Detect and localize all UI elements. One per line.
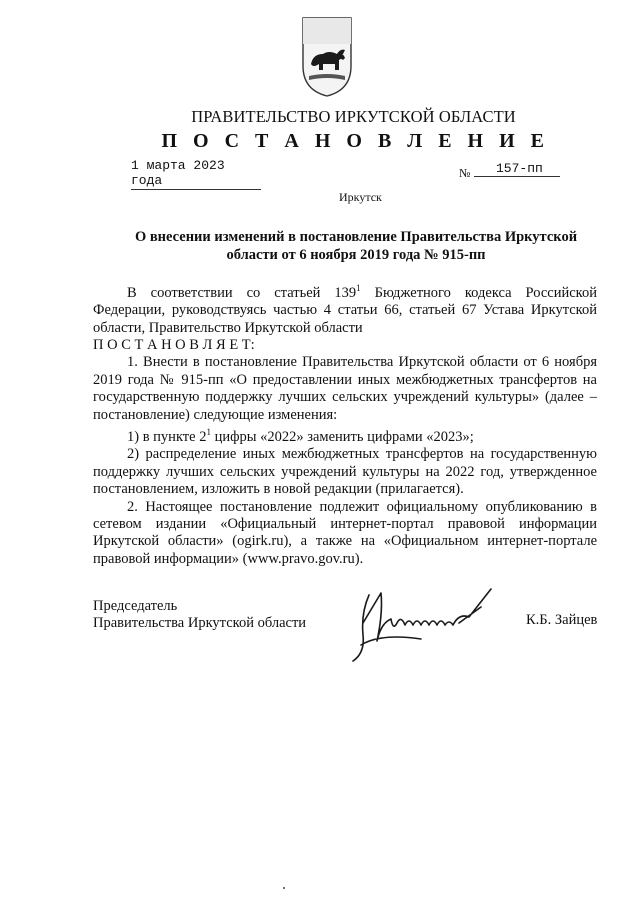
position-line-2: Правительства Иркутской области (93, 615, 307, 631)
number-label: № (459, 166, 471, 180)
position-line-1: Председатель (93, 598, 178, 614)
coat-of-arms-icon (299, 14, 355, 98)
document-title (96, 228, 616, 264)
sub-item-1-superscript: 1 (206, 427, 211, 438)
sub-item-1-text-a: 1) в пункте 2 (127, 428, 207, 445)
sub-item-1 (93, 424, 597, 446)
document-number: 157-пп (474, 161, 560, 177)
resolves-heading: П О С Т А Н О В Л Я Е Т: (93, 337, 255, 354)
preamble-text-a: В соответствии со статьей 139 (127, 284, 357, 301)
sub-item-2: 2) распределение иных межбюджетных трансфертов на государственную поддержку лучших сельских учреждений культуры на 2022 год, утвержденное постановлением, изложить в новой редакции (прилагается). (93, 446, 597, 498)
scan-speck (283, 887, 285, 889)
preamble-paragraph (93, 280, 597, 337)
preamble-superscript: 1 (356, 283, 361, 293)
title-line-2: области от 6 ноября 2019 года № 915-пп (226, 247, 486, 263)
government-name: ПРАВИТЕЛЬСТВО ИРКУТСКОЙ ОБЛАСТИ (191, 107, 516, 126)
preamble-text-b: Бюджетного кодекса Российской Федерации, руководствуясь частью 4 статьи 66, статьей 67 Устава Иркутской области, Правительство Иркутской области (93, 284, 597, 336)
document-date: 1 марта 2023 года (131, 158, 261, 190)
city: Иркутск (339, 190, 382, 204)
item-1: 1. Внести в постановление Правительства Иркутской области от 6 ноября 2019 года № 915-пп «О предоставлении иных межбюджетных трансфертов на государственную поддержку лучших сельских учреждений культуры» (далее – постановление) следующие изменения: (93, 354, 597, 423)
signatory-name: К.Б. Зайцев (526, 612, 598, 628)
signatory-position (93, 598, 306, 632)
handwritten-signature (341, 583, 501, 663)
item-2: 2. Настоящее постановление подлежит официальному опубликованию в сетевом издании «Официальный интернет-портал правовой информации Иркутской области» (ogirk.ru), а также на «Официальном интернет-портале правовой информации» (www.pravo.gov.ru). (93, 498, 597, 567)
sub-item-1-text-b: цифры «2022» заменить цифрами «2023»; (210, 428, 474, 445)
document-body (93, 280, 597, 568)
document-type: П О С Т А Н О В Л Е Н И Е (161, 130, 550, 152)
title-line-1: О внесении изменений в постановление Правительства Иркутской (134, 229, 578, 245)
